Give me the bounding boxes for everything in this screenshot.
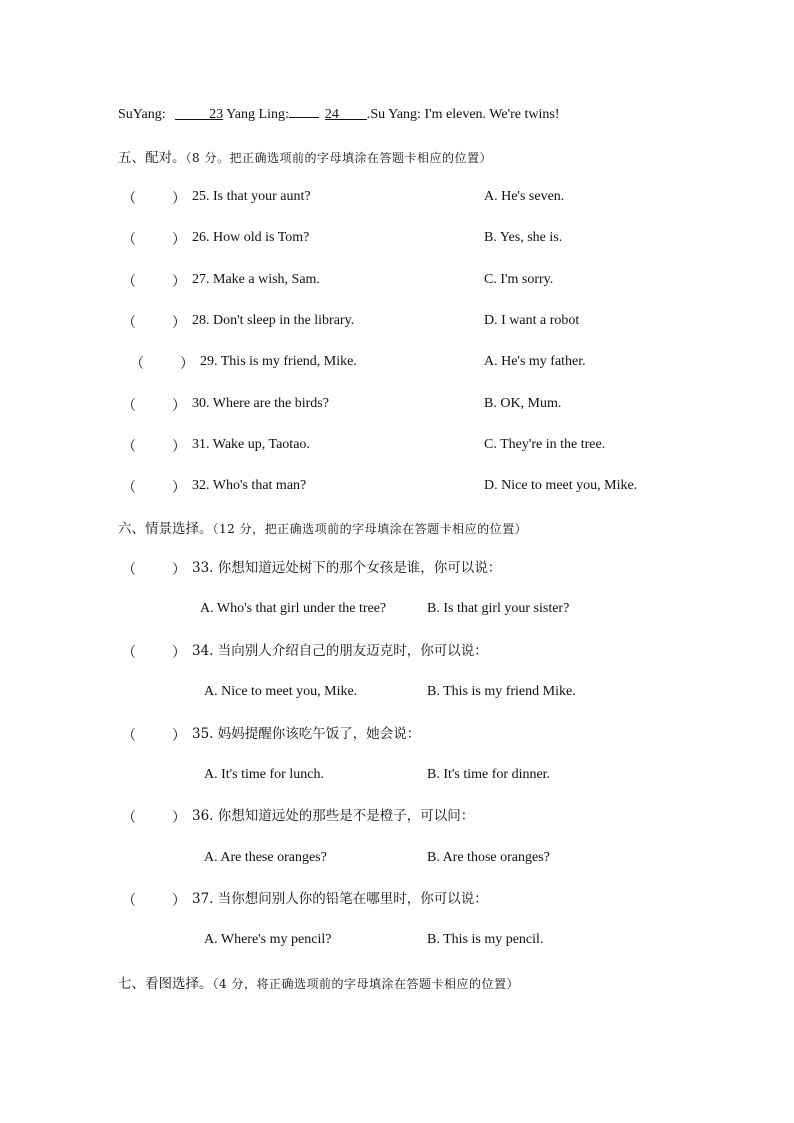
answer-paren-open[interactable]: （ [130, 357, 144, 372]
option-a: A. Nice to meet you, Mike. [204, 684, 358, 699]
answer-paren-open[interactable]: （ [122, 192, 136, 207]
speaker-yang-ling: Yang Ling: [226, 107, 289, 122]
answer-paren-close: ） [172, 192, 186, 207]
speaker-su-yang: SuYang: [118, 107, 166, 122]
match-question: 29. This is my friend, Mike. [200, 354, 357, 369]
answer-paren-close: ） [180, 357, 194, 372]
match-option: B. OK, Mum. [484, 396, 562, 411]
section-7-note: （4 分，将正确选项前的字母填涂在答题卡相应的位置） [212, 977, 519, 991]
answer-paren-open[interactable]: （ [122, 316, 136, 331]
question-text: 36. 你想知道远处的那些是不是橙子，可以问： [192, 808, 475, 824]
answer-paren-open[interactable]: （ [122, 894, 136, 909]
option-a: A. It's time for lunch. [204, 767, 324, 782]
answer-paren-open[interactable]: （ [122, 481, 136, 496]
question-text: 37. 当你想问别人你的铅笔在哪里时，你可以说： [192, 891, 488, 907]
answer-paren-close: ） [172, 563, 186, 578]
section-5-title: 五、配对。 [118, 150, 186, 166]
match-option: C. They're in the tree. [484, 437, 606, 452]
match-option: B. Yes, she is. [484, 230, 563, 245]
answer-paren-close: ） [172, 729, 186, 744]
dialogue-rest: .Su Yang: I'm eleven. We're twins! [366, 107, 560, 122]
question-text: 35. 妈妈提醒你该吃午饭了，她会说： [192, 726, 421, 742]
answer-blank-24-pre[interactable] [289, 104, 319, 118]
section-6-heading [118, 517, 527, 537]
match-question: 31. Wake up, Taotao. [192, 437, 310, 452]
answer-blank-23[interactable]: 23 [175, 106, 223, 120]
match-question: 25. Is that your aunt? [192, 189, 311, 204]
question-text: 34. 当向别人介绍自己的朋友迈克时，你可以说： [192, 643, 488, 659]
answer-paren-close: ） [172, 275, 186, 290]
answer-paren-close: ） [172, 399, 186, 414]
question-text: 33. 你想知道远处树下的那个女孩是谁，你可以说： [192, 560, 502, 576]
option-b: B. This is my pencil. [427, 932, 544, 947]
option-b: B. Is that girl your sister? [427, 601, 570, 616]
section-7-title: 七、看图选择。 [118, 976, 213, 992]
answer-paren-open[interactable]: （ [122, 729, 136, 744]
match-option: D. I want a robot [484, 313, 580, 328]
match-question: 30. Where are the birds? [192, 396, 329, 411]
dialogue-line [118, 104, 560, 124]
match-question: 28. Don't sleep in the library. [192, 313, 355, 328]
option-a: A. Where's my pencil? [204, 932, 332, 947]
answer-paren-open[interactable]: （ [122, 563, 136, 578]
option-a: A. Are these oranges? [204, 850, 327, 865]
answer-paren-close: ） [172, 481, 186, 496]
match-question: 27. Make a wish, Sam. [192, 272, 320, 287]
match-option: A. He's my father. [484, 354, 586, 369]
section-6-title: 六、情景选择。 [118, 521, 213, 537]
answer-paren-open[interactable]: （ [122, 811, 136, 826]
match-option: D. Nice to meet you, Mike. [484, 478, 638, 493]
answer-paren-open[interactable]: （ [122, 440, 136, 455]
answer-blank-24[interactable]: 24 [325, 106, 367, 120]
answer-paren-close: ） [172, 894, 186, 909]
option-b: B. Are those oranges? [427, 850, 550, 865]
answer-paren-open[interactable]: （ [122, 646, 136, 661]
match-question: 26. How old is Tom? [192, 230, 310, 245]
section-6-note: （12 分，把正确选项前的字母填涂在答题卡相应的位置） [212, 522, 528, 536]
section-5-note: （8 分。把正确选项前的字母填涂在答题卡相应的位置） [185, 151, 492, 165]
match-option: A. He's seven. [484, 189, 565, 204]
answer-paren-close: ） [172, 646, 186, 661]
answer-paren-close: ） [172, 440, 186, 455]
option-a: A. Who's that girl under the tree? [200, 601, 387, 616]
answer-paren-close: ） [172, 316, 186, 331]
match-option: C. I'm sorry. [484, 272, 554, 287]
answer-paren-open[interactable]: （ [122, 233, 136, 248]
answer-paren-close: ） [172, 233, 186, 248]
option-b: B. It's time for dinner. [427, 767, 551, 782]
option-b: B. This is my friend Mike. [427, 684, 576, 699]
answer-paren-close: ） [172, 811, 186, 826]
section-5-heading [118, 146, 492, 166]
answer-paren-open[interactable]: （ [122, 399, 136, 414]
match-question: 32. Who's that man? [192, 478, 307, 493]
answer-paren-open[interactable]: （ [122, 275, 136, 290]
section-7-heading [118, 972, 519, 992]
